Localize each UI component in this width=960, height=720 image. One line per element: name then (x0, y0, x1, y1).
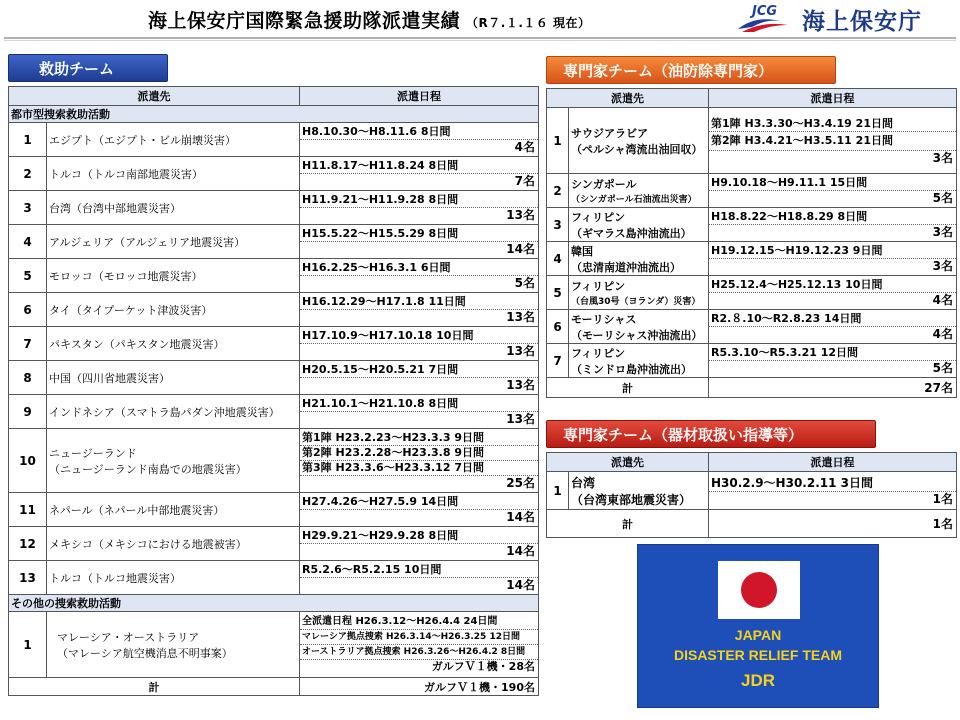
personnel-count: 14名 (506, 510, 535, 524)
personnel-count: 5名 (514, 276, 535, 290)
table-row (9, 527, 539, 561)
personnel-count: 1名 (932, 492, 953, 506)
row-number: 7 (547, 344, 569, 378)
dispatch-period: H16.12.29～H17.1.8 11日間 (300, 295, 538, 310)
table-row (9, 493, 539, 527)
table-row (547, 472, 957, 510)
personnel-count: 13名 (506, 378, 535, 392)
col-dates-header: 派遣日程 (709, 89, 957, 108)
dispatch-period: H27.4.26～H27.5.9 14日間 (300, 495, 538, 510)
equipment-header-row (547, 453, 957, 472)
dates-cell (709, 276, 957, 310)
dates-cell (300, 225, 539, 259)
jdr-line-team: DISASTER RELIEF TEAM (673, 647, 842, 663)
destination-cell: トルコ（トルコ地震災害） (47, 561, 300, 595)
destination-event: （忠清南道沖油流出） (571, 260, 681, 274)
total-label: 計 (547, 510, 709, 538)
table-row (9, 157, 539, 191)
dates-cell (300, 612, 539, 678)
rescue-team-table (8, 86, 539, 696)
dates-cell (709, 108, 957, 174)
dates-cell (709, 242, 957, 276)
dates-cell (709, 174, 957, 208)
org-name: 海上保安庁 (802, 9, 922, 35)
dates-cell (300, 123, 539, 157)
row-number: 4 (547, 242, 569, 276)
destination-cell: アルジェリア（アルジェリア地震災害） (47, 225, 300, 259)
row-number: 6 (547, 310, 569, 344)
destination-event: （モーリシャス沖油流出） (571, 328, 703, 342)
oil-total-row (547, 378, 957, 398)
dispatch-period: マレーシア拠点捜索 H26.3.14～H26.3.25 12日間 (300, 630, 538, 645)
dispatch-period: 第2陣 H23.2.28～H23.3.8 9日間 (300, 446, 538, 461)
dispatch-period: H17.10.9～H17.10.18 10日間 (300, 329, 538, 344)
personnel-count: 25名 (506, 476, 535, 490)
personnel-count: 13名 (506, 412, 535, 426)
destination-cell (47, 612, 300, 678)
destination-country: ニュージーランド (49, 446, 137, 460)
personnel-count: 3名 (932, 259, 953, 273)
title-rule (4, 37, 956, 39)
table-row (547, 310, 957, 344)
destination-country: フィリピン (571, 280, 626, 293)
row-number: 1 (9, 123, 47, 157)
dates-cell (300, 361, 539, 395)
table-row (9, 225, 539, 259)
table-row (547, 208, 957, 242)
dispatch-period: R5.3.10～R5.3.21 12日間 (709, 346, 956, 361)
row-number: 2 (9, 157, 47, 191)
equipment-total-row (547, 510, 957, 538)
rescue-total-row (9, 678, 539, 696)
row-number: 13 (9, 561, 47, 595)
page-title (148, 6, 591, 33)
jcg-logo-text: JCG (752, 4, 778, 19)
destination-cell (569, 108, 709, 174)
row-number: 1 (9, 612, 47, 678)
table-row (9, 327, 539, 361)
dispatch-period: H11.8.17～H11.8.24 8日間 (300, 159, 538, 174)
row-number: 10 (9, 429, 47, 493)
jcg-logo (736, 3, 956, 35)
personnel-count: 4名 (932, 293, 953, 307)
row-number: 4 (9, 225, 47, 259)
total-value: 1名 (709, 510, 957, 538)
personnel-count: 3名 (932, 225, 953, 239)
personnel-count: 13名 (506, 344, 535, 358)
dispatch-period: H19.12.15～H19.12.23 9日間 (709, 244, 956, 259)
destination-cell (47, 429, 300, 493)
oil-expert-table (546, 88, 957, 398)
dispatch-period: H30.2.9～H30.2.11 3日間 (709, 475, 956, 492)
row-number: 5 (9, 259, 47, 293)
col-destination-header: 派遣先 (9, 87, 300, 106)
dispatch-period: H11.9.21～H11.9.28 8日間 (300, 193, 538, 208)
personnel-count: 5名 (932, 191, 953, 205)
dispatch-period: R5.2.6～R5.2.15 10日間 (300, 563, 538, 578)
jdr-emblem (637, 544, 879, 708)
destination-cell: インドネシア（スマトラ島パダン沖地震災害） (47, 395, 300, 429)
destination-cell (569, 174, 709, 208)
table-row (547, 242, 957, 276)
jdr-line-abbrev: JDR (740, 671, 775, 690)
destination-cell (569, 472, 709, 510)
destination-cell: メキシコ（メキシコにおける地震被害） (47, 527, 300, 561)
as-of-date: （R７.１.１６ 現在） (466, 16, 591, 30)
destination-cell: パキスタン（パキスタン地震災害） (47, 327, 300, 361)
destination-cell (569, 242, 709, 276)
destination-event: （台風30号（ヨランダ）災害） (571, 297, 701, 307)
row-number: 11 (9, 493, 47, 527)
destination-country: フィリピン (571, 346, 626, 360)
dates-cell (709, 310, 957, 344)
dates-cell (300, 293, 539, 327)
dates-cell (300, 493, 539, 527)
destination-country: フィリピン (571, 210, 626, 224)
destination-cell (569, 344, 709, 378)
destination-event: （ペルシャ湾流出油回収） (571, 142, 703, 156)
destination-cell: エジプト（エジプト・ビル崩壊災害） (47, 123, 300, 157)
dispatch-period: 第1陣 H23.2.23～H23.3.3 9日間 (300, 431, 538, 446)
destination-country: マレーシア・オーストラリア (57, 630, 200, 644)
total-label: 計 (547, 378, 709, 398)
dispatch-period: H21.10.1～H21.10.8 8日間 (300, 397, 538, 412)
table-row (9, 191, 539, 225)
dispatch-period: H8.10.30～H8.11.6 8日間 (300, 125, 538, 140)
personnel-count: 14名 (506, 578, 535, 592)
destination-country: シンガポール (571, 178, 637, 191)
personnel-count: 3名 (932, 150, 953, 165)
personnel-count: ガルフＶ１機・28名 (431, 660, 535, 673)
destination-country: モーリシャス (571, 312, 637, 326)
destination-country: 台湾 (571, 475, 596, 490)
table-row (9, 429, 539, 493)
destination-event: （ミンドロ島沖油流出） (571, 362, 692, 376)
destination-cell: 台湾（台湾中部地震災害） (47, 191, 300, 225)
dispatch-period: H20.5.15～H20.5.21 7日間 (300, 363, 538, 378)
dispatch-period: 第1陣 H3.3.30～H3.4.19 21日間 (709, 117, 956, 132)
dates-cell (300, 157, 539, 191)
page-title-text: 海上保安庁国際緊急援助隊派遣実績 (148, 10, 461, 32)
rescue-team-banner: 救助チーム (8, 54, 168, 82)
destination-cell: 中国（四川省地震災害） (47, 361, 300, 395)
rescue-header-row (9, 87, 539, 106)
row-number: 3 (9, 191, 47, 225)
table-row (9, 395, 539, 429)
dispatch-period: R2.８.10～R2.8.23 14日間 (709, 312, 956, 327)
destination-event: （台湾東部地震災害） (571, 492, 692, 507)
destination-cell: ネパール（ネパール中部地震災害） (47, 493, 300, 527)
dates-cell (300, 429, 539, 493)
personnel-count: 7名 (514, 174, 535, 188)
dates-cell (709, 472, 957, 510)
row-number: 3 (547, 208, 569, 242)
table-row (547, 344, 957, 378)
dates-cell (300, 259, 539, 293)
personnel-count: 4名 (932, 327, 953, 341)
dates-cell (709, 208, 957, 242)
dates-cell (300, 327, 539, 361)
row-number: 1 (547, 472, 569, 510)
total-value: 27名 (709, 378, 957, 398)
dates-cell (709, 344, 957, 378)
other-search-category-row (9, 595, 539, 612)
dispatch-period: H9.10.18～H9.11.1 15日間 (709, 176, 956, 191)
jdr-line-japan: JAPAN (734, 627, 782, 643)
row-number: 6 (9, 293, 47, 327)
personnel-count: 14名 (506, 544, 535, 558)
row-number: 8 (9, 361, 47, 395)
dates-cell (300, 395, 539, 429)
row-number: 5 (547, 276, 569, 310)
dispatch-period: H16.2.25～H16.3.1 6日間 (300, 261, 538, 276)
table-row (9, 361, 539, 395)
destination-event: （ギマラス島沖油流出） (571, 226, 692, 240)
personnel-count: 13名 (506, 310, 535, 324)
destination-cell (569, 208, 709, 242)
dispatch-period: 第2陣 H3.4.21～H3.5.11 21日間 (709, 132, 956, 151)
table-row (9, 259, 539, 293)
total-label: 計 (9, 678, 300, 696)
row-number: 12 (9, 527, 47, 561)
personnel-count: 13名 (506, 208, 535, 222)
dispatch-period: H29.9.21～H29.9.28 8日間 (300, 529, 538, 544)
personnel-count: 14名 (506, 242, 535, 256)
destination-cell (569, 310, 709, 344)
table-row (9, 293, 539, 327)
dispatch-period: H25.12.4～H25.12.13 10日間 (709, 278, 956, 293)
urban-search-category: 都市型捜索救助活動 (9, 106, 539, 123)
destination-country: サウジアラビア (571, 126, 648, 140)
personnel-count: 4名 (514, 140, 535, 154)
oil-header-row (547, 89, 957, 108)
table-row (547, 108, 957, 174)
destination-event: （ニュージーランド南島での地震災害） (49, 462, 247, 476)
table-row (9, 561, 539, 595)
oil-expert-banner: 専門家チーム（油防除専門家） (546, 56, 836, 84)
table-row (547, 174, 957, 208)
personnel-count: 5名 (932, 361, 953, 375)
col-dates-header: 派遣日程 (300, 87, 539, 106)
col-destination-header: 派遣先 (547, 89, 709, 108)
other-search-category: その他の捜索救助活動 (9, 595, 539, 612)
urban-search-category-row (9, 106, 539, 123)
total-value: ガルフＶ１機・190名 (300, 678, 539, 696)
equipment-expert-table (546, 452, 957, 538)
destination-cell (569, 276, 709, 310)
dispatch-period: H15.5.22～H15.5.29 8日間 (300, 227, 538, 242)
destination-event: （マレーシア航空機消息不明事案） (57, 646, 233, 660)
destination-event: （シンガポール石油流出災害） (571, 195, 697, 205)
destination-cell: モロッコ（モロッコ地震災害） (47, 259, 300, 293)
title-rule-shadow (4, 40, 956, 41)
dates-cell (300, 191, 539, 225)
col-dates-header: 派遣日程 (709, 453, 957, 472)
table-row (9, 612, 539, 678)
dispatch-period: 全派遣日程 H26.3.12～H26.4.4 24日間 (300, 615, 538, 630)
row-number: 9 (9, 395, 47, 429)
row-number: 2 (547, 174, 569, 208)
dispatch-period: 第3陣 H23.3.6～H23.3.12 7日間 (300, 461, 538, 476)
destination-cell: トルコ（トルコ南部地震災害） (47, 157, 300, 191)
row-number: 7 (9, 327, 47, 361)
dates-cell (300, 561, 539, 595)
dispatch-period: オーストラリア拠点捜索 H26.3.26～H26.4.2 8日間 (300, 645, 538, 660)
row-number: 1 (547, 108, 569, 174)
flag-sun (741, 572, 777, 608)
table-row (9, 123, 539, 157)
table-row (547, 276, 957, 310)
japan-flag-icon (718, 561, 800, 619)
dates-cell (300, 527, 539, 561)
dispatch-period: H18.8.22～H18.8.29 8日間 (709, 210, 956, 225)
destination-country: 韓国 (571, 244, 593, 258)
equipment-expert-banner: 専門家チーム（器材取扱い指導等） (546, 420, 876, 448)
destination-cell: タイ（タイプーケット津波災害） (47, 293, 300, 327)
col-destination-header: 派遣先 (547, 453, 709, 472)
